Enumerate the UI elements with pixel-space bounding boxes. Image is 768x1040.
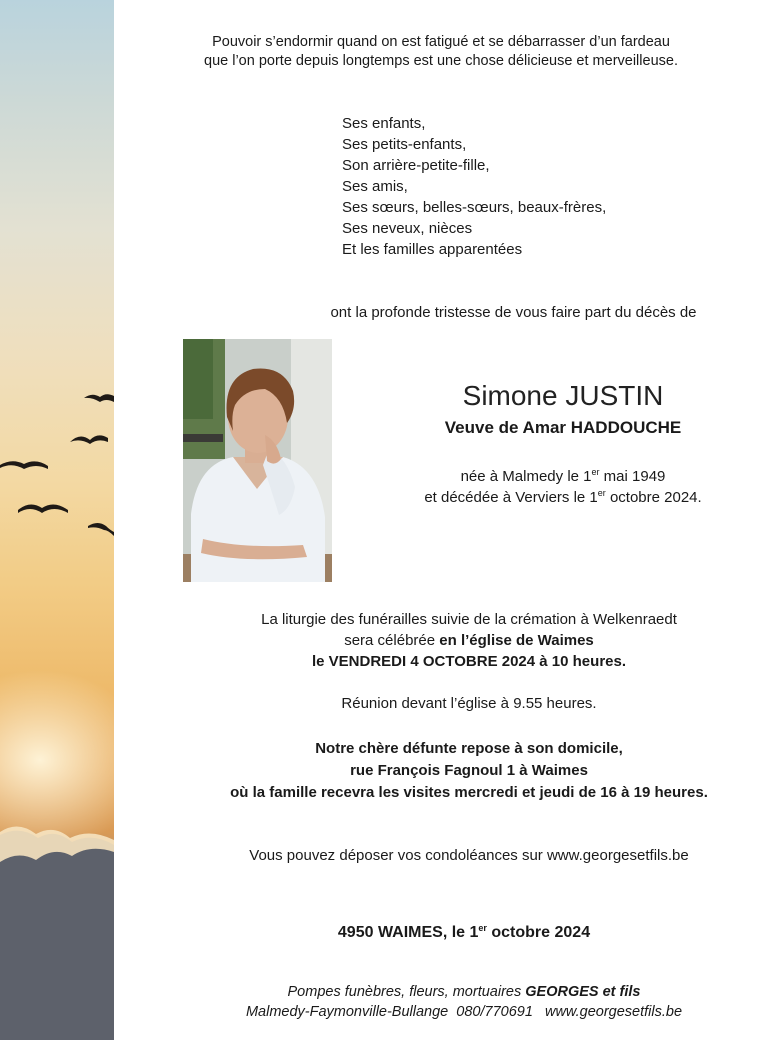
- ordinal-suffix: er: [597, 488, 606, 498]
- funeral-date-line: le VENDREDI 4 OCTOBRE 2024 à 10 heures.: [311, 653, 627, 670]
- dateline-date-text: octobre 2024: [486, 924, 591, 941]
- funeral-home-name: GEORGES et fils: [525, 984, 641, 1000]
- family-line: Ses amis,: [342, 178, 408, 195]
- widow-of-line: Veuve de Amar HADDOUCHE: [444, 418, 682, 437]
- liturgy-location-line: [114, 630, 768, 651]
- bird-icon: [84, 394, 114, 402]
- announcement-text: ont la profonde tristesse de vous faire part du décès de: [330, 304, 697, 321]
- portrait-illustration: [183, 339, 332, 582]
- bird-icon: [88, 523, 114, 536]
- sunset-sky-band: [0, 0, 114, 1040]
- portrait-photo: [183, 339, 332, 582]
- quote-line: que l’on porte depuis longtemps est une chose délicieuse et merveilleuse.: [204, 53, 678, 69]
- birth-date-text: mai 1949: [599, 468, 666, 485]
- funeral-home-contact-line: Malmedy-Faymonville-Bullange 080/770691 www.georgesetfils.be: [245, 1004, 683, 1020]
- bird-icon: [0, 461, 48, 469]
- death-text: et décédée à Verviers le 1: [424, 489, 598, 506]
- liturgy-text: sera célébrée: [344, 632, 440, 649]
- obituary-notice: [114, 0, 768, 1040]
- cloud-bank: [0, 831, 114, 1040]
- church-name: en l’église de Waimes: [439, 632, 594, 649]
- funeral-home-text: Pompes funèbres, fleurs, mortuaires: [287, 984, 526, 1000]
- family-line: Ses enfants,: [342, 115, 426, 132]
- funeral-home-line: [114, 982, 768, 1003]
- opening-quote: [114, 33, 768, 71]
- family-list: [342, 113, 606, 260]
- quote-line: Pouvoir s’endormir quand on est fatigué et se débarrasser d’un fardeau: [212, 34, 670, 50]
- family-line: Et les familles apparentées: [342, 241, 523, 258]
- death-line: [358, 487, 768, 508]
- family-line: Ses neveux, nièces: [342, 220, 473, 237]
- birth-line: [358, 466, 768, 487]
- meeting-line: Réunion devant l’église à 9.55 heures.: [341, 695, 597, 712]
- bird-icon: [18, 504, 68, 513]
- visitation-address-line: rue François Fagnoul 1 à Waimes: [350, 762, 588, 779]
- birds-and-clouds-illustration: [0, 0, 114, 1040]
- ordinal-suffix: er: [478, 923, 487, 933]
- visitation-hours-line: où la famille recevra les visites mercredi et jeudi de 16 à 19 heures.: [230, 784, 708, 801]
- dateline: [114, 922, 768, 943]
- dateline-text: 4950 WAIMES, le 1: [337, 924, 479, 941]
- condolences-line: Vous pouvez déposer vos condoléances sur www.georgesetfils.be: [249, 847, 689, 864]
- family-line: Ses sœurs, belles-sœurs, beaux-frères,: [342, 199, 607, 216]
- liturgy-line: La liturgie des funérailles suivie de la crémation à Welkenraedt: [261, 611, 677, 628]
- bird-icon: [70, 435, 108, 444]
- sun-glow: [0, 670, 114, 850]
- deceased-name: Simone JUSTIN: [462, 380, 664, 411]
- ordinal-suffix: er: [591, 467, 600, 477]
- death-date-text: octobre 2024.: [605, 489, 702, 506]
- visitation-line: Notre chère défunte repose à son domicile,: [315, 740, 623, 757]
- birth-text: née à Malmedy le 1: [460, 468, 592, 485]
- family-line: Ses petits-enfants,: [342, 136, 467, 153]
- family-line: Son arrière-petite-fille,: [342, 157, 490, 174]
